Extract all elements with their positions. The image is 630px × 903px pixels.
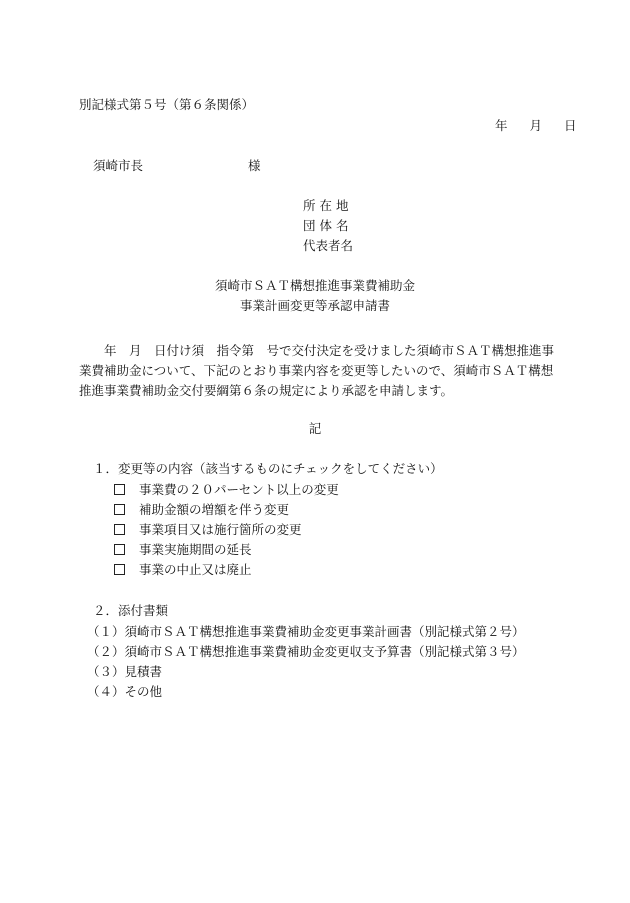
date-year: 年 (495, 118, 508, 133)
attachment-item: （１）須崎市ＳＡＴ構想推進事業費補助金変更事業計画書（別記様式第２号） (87, 624, 525, 639)
checklist-item-label: 補助金額の増額を伴う変更 (139, 502, 290, 517)
ki-marker: 記 (308, 421, 322, 436)
checklist-item-label: 事業費の２０パーセント以上の変更 (139, 482, 339, 497)
applicant-organization-label: 団体名 (303, 218, 353, 233)
attachment-item: （４）その他 (87, 684, 163, 699)
addressee-name: 須崎市長 (93, 158, 144, 173)
date-line (495, 120, 576, 133)
applicant-representative-label: 代表者名 (303, 238, 354, 253)
checkbox-icon[interactable] (114, 504, 125, 515)
section2-heading: ２．添付書類 (93, 603, 169, 618)
document-title-line2: 事業計画変更等承認申請書 (239, 298, 390, 313)
checkbox-icon[interactable] (114, 484, 125, 495)
attachment-item: （３）見積書 (87, 664, 163, 679)
document-title-line1: 須崎市ＳＡＴ構想推進事業費補助金 (214, 278, 415, 293)
checklist-item[interactable] (114, 564, 252, 577)
applicant-location-label: 所在地 (303, 198, 353, 213)
form-number: 別記様式第５号（第６条関係） (79, 97, 255, 112)
checkbox-icon[interactable] (114, 544, 125, 555)
checkbox-icon[interactable] (114, 524, 125, 535)
checklist-item[interactable] (114, 484, 339, 497)
checklist-item-label: 事業項目又は施行箇所の変更 (139, 522, 302, 537)
attachment-item: （２）須崎市ＳＡＴ構想推進事業費補助金変更収支予算書（別記様式第３号） (87, 644, 525, 659)
body-paragraph: 年 月 日付け須 指令第 号で交付決定を受けました須崎市ＳＡＴ構想推進事業費補助金について、下記のとおり事業内容を変更等したいので、須崎市ＳＡＴ構想推進事業費補助金交付要綱第６条の規定により承認を申請します。 (79, 343, 555, 398)
checklist-item[interactable] (114, 544, 252, 557)
checklist-item[interactable] (114, 504, 289, 517)
checklist-item[interactable] (114, 524, 302, 537)
date-day: 日 (563, 118, 577, 133)
checkbox-icon[interactable] (114, 564, 125, 575)
addressee-honorific: 様 (248, 158, 261, 173)
date-month: 月 (529, 118, 542, 133)
section1-heading: １．変更等の内容（該当するものにチェックをしてください） (93, 461, 443, 476)
checklist-item-label: 事業の中止又は廃止 (139, 562, 252, 577)
checklist-item-label: 事業実施期間の延長 (139, 542, 252, 557)
